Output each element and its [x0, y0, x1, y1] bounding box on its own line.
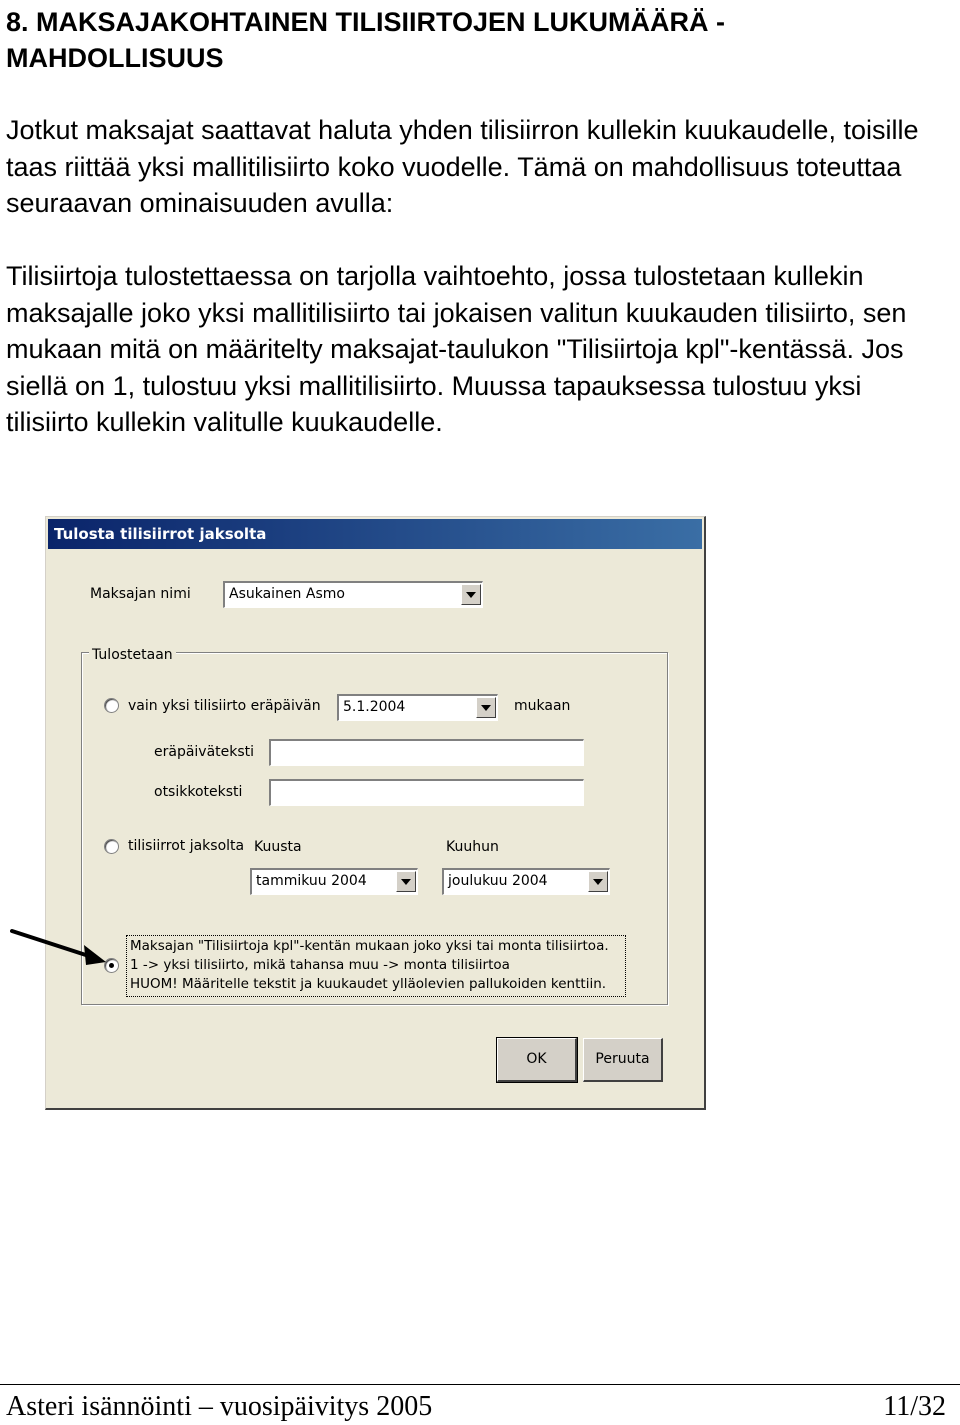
print-transfers-dialog [45, 516, 706, 1110]
due-text-input[interactable] [269, 739, 584, 766]
header-text-label: otsikkoteksti [154, 784, 243, 800]
chevron-down-icon[interactable] [461, 584, 481, 605]
due-text-label: eräpäiväteksti [154, 744, 255, 760]
description-paragraph: Tilisiirtoja tulostettaessa on tarjolla vaihtoehto, jossa tulostetaan kullekin maksajalle joko yksi mallitilisiirto tai jokaisen valitun kuukauden tilisiirto, sen mukaan mitä on määritelty maksajat-taulukon "Tilisiirtoja kpl"-kentässä. Jos siellä on 1, tulostuu yksi mallitilisiirto. Muussa tapauksessa tulostuu yksi tilisiirto kullekin valitulle kuukaudelle. [6, 261, 907, 437]
per-payer-count-option[interactable] [126, 935, 626, 997]
dialog-title: Tulosta tilisiirrot jaksolta [48, 519, 702, 549]
period-transfers-radio[interactable] [104, 839, 119, 854]
option-line-1: Maksajan "Tilisiirtoja kpl"-kentän mukaan joko yksi tai monta tilisiirtoa. [130, 938, 609, 954]
single-transfer-label: vain yksi tilisiirto eräpäivän [128, 698, 321, 714]
due-date-value: 5.1.2004 [343, 699, 406, 715]
cancel-button[interactable]: Peruuta [583, 1038, 663, 1082]
payer-name-label: Maksajan nimi [90, 586, 191, 602]
from-month-label: Kuusta [254, 839, 302, 855]
section-heading: 8. MAKSAJAKOHTAINEN TILISIIRTOJEN LUKUMÄÄRÄ - MAHDOLLISUUS [6, 7, 726, 73]
footer-document-title: Asteri isännöinti – vuosipäivitys 2005 [6, 1391, 433, 1422]
chevron-down-icon[interactable] [476, 697, 496, 718]
footer-page-number: 11/32 [883, 1391, 946, 1422]
payer-name-select[interactable] [223, 581, 483, 608]
to-month-label: Kuuhun [446, 839, 499, 855]
intro-paragraph: Jotkut maksajat saattavat haluta yhden tilisiirron kullekin kuukaudelle, toisille taas riittää yksi mallitilisiirto koko vuodelle. Tämä on mahdollisuus toteuttaa seuraavan ominaisuuden avulla: [6, 115, 919, 218]
footer-divider [0, 1384, 960, 1385]
to-month-value: joulukuu 2004 [448, 873, 548, 889]
from-month-value: tammikuu 2004 [256, 873, 367, 889]
print-options-label: Tulostetaan [89, 647, 176, 663]
chevron-down-icon[interactable] [396, 871, 416, 892]
option-line-3: HUOM! Määritelle tekstit ja kuukaudet ylläolevien pallukoiden kenttiin. [130, 976, 607, 992]
chevron-down-icon[interactable] [588, 871, 608, 892]
option-line-2: 1 -> yksi tilisiirto, mikä tahansa muu -> monta tilisiirtoa [130, 957, 510, 973]
ok-button[interactable]: OK [497, 1038, 577, 1082]
pointer-arrow-icon [10, 925, 120, 975]
due-date-select[interactable] [337, 694, 498, 721]
header-text-input[interactable] [269, 779, 584, 806]
from-month-select[interactable] [250, 868, 418, 895]
payer-name-value: Asukainen Asmo [229, 586, 345, 602]
to-month-select[interactable] [442, 868, 610, 895]
period-transfers-label: tilisiirrot jaksolta [128, 838, 245, 854]
mukaan-label: mukaan [514, 698, 571, 714]
single-transfer-radio[interactable] [104, 698, 119, 713]
